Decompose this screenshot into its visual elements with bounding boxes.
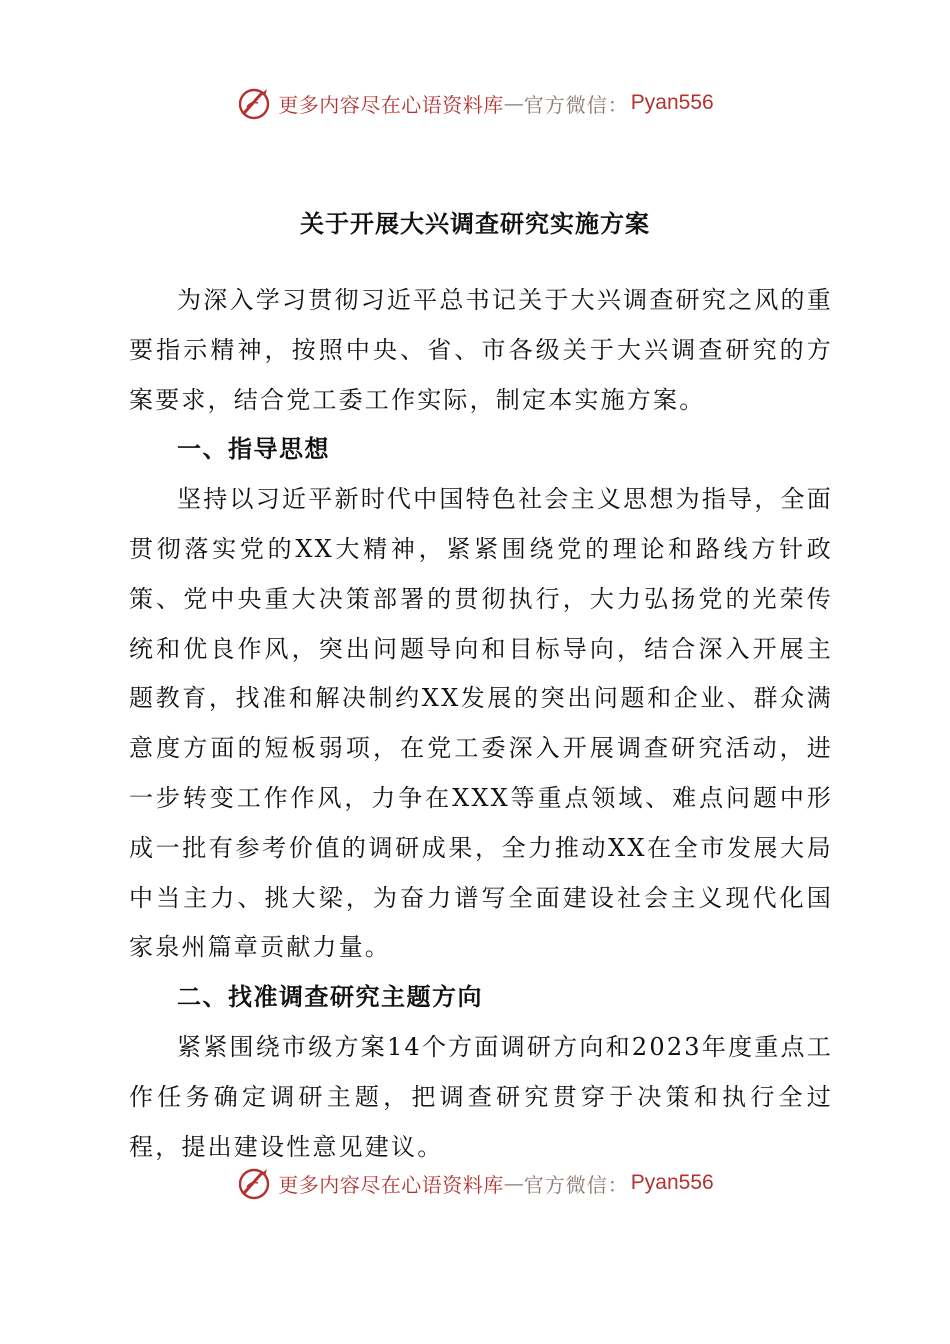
brush-pen-logo-icon: [236, 85, 272, 121]
section-heading: 一、指导思想: [177, 435, 330, 464]
watermark-main-text: 更多内容尽在心语资料库: [278, 1172, 504, 1197]
intro-paragraph: 为深入学习贯彻习近平总书记关于大兴调查研究之风的重要指示精神，按照中央、省、市各级关于大兴调查研究的方案要求，结合党工委工作实际，制定本实施方案。: [129, 286, 833, 414]
watermark-main-text: 更多内容尽在心语资料库: [278, 92, 504, 117]
watermark-banner-bottom: [0, 1161, 950, 1205]
watermark-label: 官方微信：: [523, 1172, 629, 1197]
watermark-wechat-id: Pyan556: [630, 91, 714, 114]
section-heading: 二、找准调查研究主题方向: [177, 983, 483, 1012]
watermark-wechat-id: Pyan556: [630, 1171, 714, 1194]
watermark-separator: —: [503, 91, 524, 115]
section-paragraph: 紧紧围绕市级方案14个方面调研方向和2023年度重点工作任务确定调研主题，把调查研究贯穿于决策和执行全过程，提出建设性意见建议。: [129, 1032, 833, 1161]
watermark-separator: —: [503, 1171, 524, 1195]
document-title: 关于开展大兴调查研究实施方案: [300, 210, 650, 238]
section-paragraph: 坚持以习近平新时代中国特色社会主义思想为指导，全面贯彻落实党的XX大精神，紧紧围绕党的理论和路线方针政策、党中央重大决策部署的贯彻执行，大力弘扬党的光荣传统和优良作风，突出问题导向和目标导向，结合深入开展主题教育，找准和解决制约XX发展的突出问题和企业、群众满意度方面的短板弱项，在党工委深入开展调查研究活动，进一步转变工作作风，力争在XXX等重点领域、难点问题中形成一批有参考价值的调研成果，全力推动XX在全市发展大局中当主力、挑大梁，为奋力谱写全面建设社会主义现代化国家泉州篇章贡献力量。: [129, 485, 833, 962]
document-body: [129, 276, 833, 1172]
watermark-label: 官方微信：: [523, 92, 629, 117]
watermark-banner-top: [0, 81, 950, 125]
brush-pen-logo-icon: [236, 1165, 272, 1201]
